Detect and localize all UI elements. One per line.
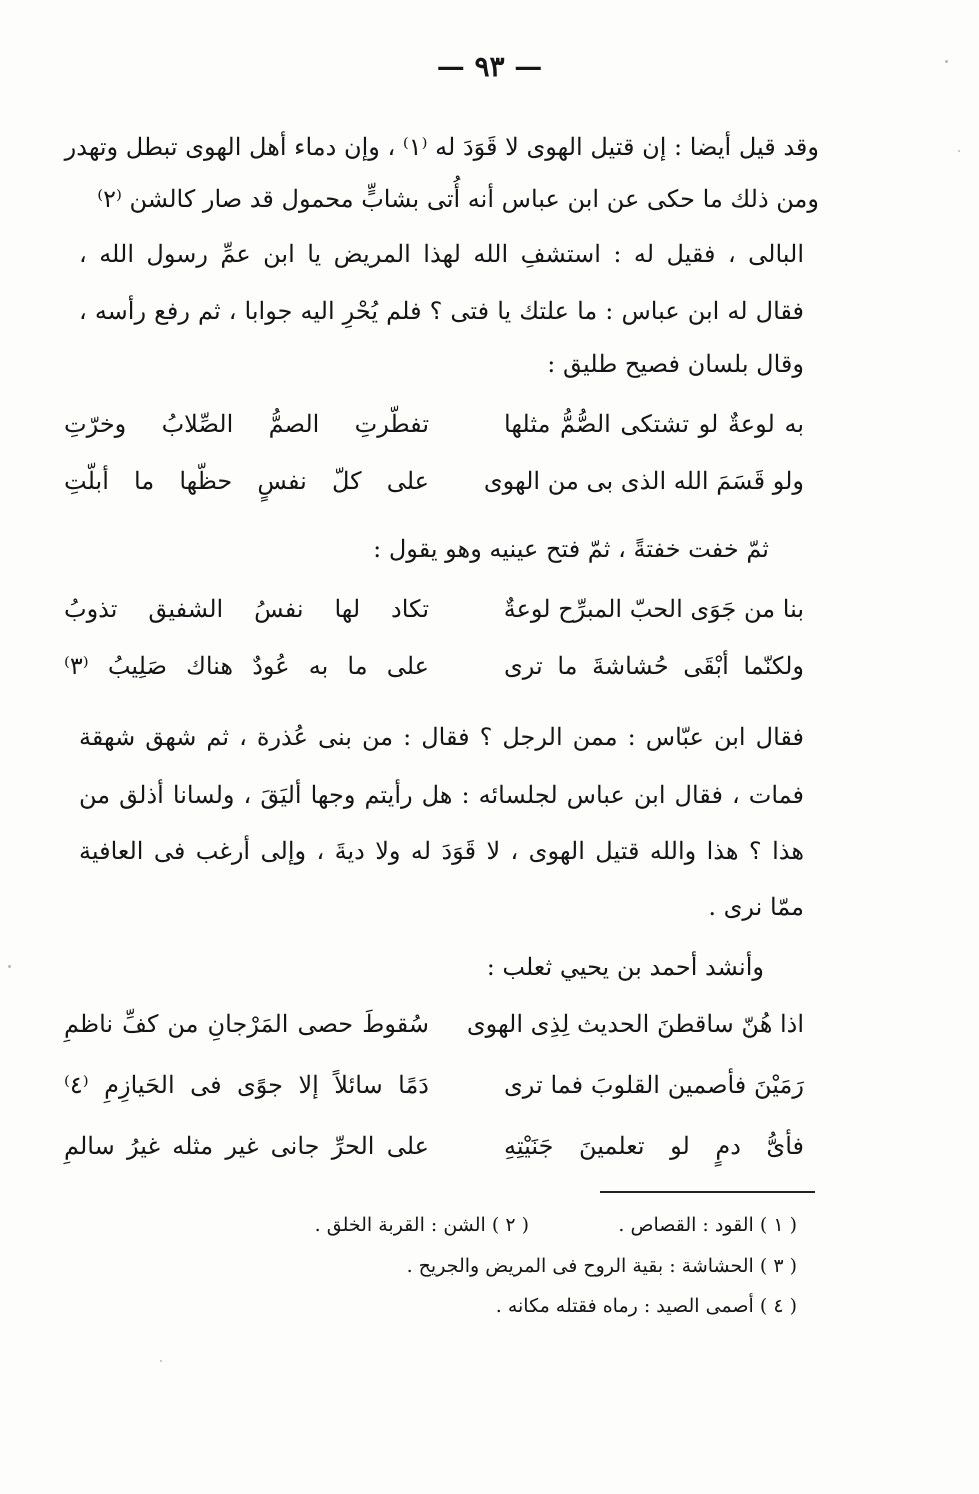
verse-hemistich-right: فأىُّ دمٍ لو تعلمينَ جَنَيْتِهِ	[504, 1132, 804, 1160]
paragraph-line: فقال ابن عبّاس : ممن الرجل ؟ فقال : من بنى عُذرة ، ثم شهق شهقة	[79, 723, 804, 751]
scan-speck	[8, 965, 11, 968]
scan-speck	[945, 60, 948, 63]
scan-speck	[958, 150, 960, 152]
verse-hemistich-right: رَمَيْنَ فأصمين القلوبَ فما ترى	[504, 1071, 804, 1099]
verse-hemistich-left: دَمًا سائلاً إلا جوًى فى الحَيازِمِ ⁽٤⁾	[64, 1071, 429, 1099]
interlude-line: ثمّ خفت خفتةً ، ثمّ فتح عينيه وهو يقول :	[373, 535, 769, 563]
paragraph-line: وقد قيل أيضا : إن قتيل الهوى لا قَوَدَ له ⁽١⁾ ، وإن دماء أهل الهوى تبطل وتهدر	[64, 133, 819, 161]
footnote-4: ( ٤ ) أصمى الصيد : رماه فقتله مكانه .	[495, 1295, 797, 1317]
verse-hemistich-left: على ما به عُودٌ هناك صَلِيبُ ⁽٣⁾	[64, 652, 429, 680]
paragraph-line: ومن ذلك ما حكى عن ابن عباس أنه أُتى بشابٍّ محمول قد صار كالشن ⁽٢⁾	[97, 185, 819, 213]
footnote-3: ( ٣ ) الحشاشة : بقية الروح فى المريض والجريح .	[406, 1255, 797, 1277]
footnote-separator	[600, 1191, 815, 1193]
verse-hemistich-right: بنا من جَوَى الحبّ المبرِّح لوعةٌ	[503, 595, 804, 623]
paragraph-line: فمات ، فقال ابن عباس لجلسائه : هل رأيتم وجها أليَقَ ، ولسانا أذلق من	[79, 781, 804, 809]
poem-intro-line: وأنشد أحمد بن يحيي ثعلب :	[486, 953, 764, 981]
footnote-2: ( ٢ ) الشن : القربة الخلق .	[314, 1214, 529, 1236]
paragraph-line: البالى ، فقيل له : استشفِ الله لهذا المريض يا ابن عمِّ رسول الله ،	[79, 240, 804, 268]
paragraph-line: ممّا نرى .	[708, 893, 804, 921]
paragraph-line: هذا ؟ هذا والله قتيل الهوى ، لا قَوَدَ له ولا ديةَ ، وإلى أرغب فى العافية	[79, 837, 804, 865]
page-number: — ٩٣ —	[436, 50, 543, 83]
verse-hemistich-left: تكاد لها نفسُ الشفيق تذوبُ	[64, 595, 429, 623]
paragraph-line: وقال بلسان فصيح طليق :	[547, 350, 804, 378]
verse-hemistich-right: ولو قَسَمَ الله الذى بى من الهوى	[483, 467, 804, 495]
verse-hemistich-left: سُقوطَ حصى المَرْجانِ من كفِّ ناظمِ	[64, 1010, 429, 1038]
verse-hemistich-right: ولكنّما أبْقَى حُشاشةَ ما ترى	[504, 652, 804, 680]
scan-speck	[160, 1360, 162, 1362]
verse-hemistich-left: على الحرِّ جانى غير مثله غيرُ سالمِ	[64, 1132, 429, 1160]
footnote-1: ( ١ ) القود : القصاص .	[618, 1214, 797, 1236]
verse-hemistich-right: به لوعةٌ لو تشتكى الصُّمُّ مثلها	[504, 410, 804, 438]
verse-hemistich-left: على كلّ نفسٍ حظّها ما أبلّتِ	[64, 467, 429, 495]
verse-hemistich-right: اذا هُنّ ساقطنَ الحديث لِذِى الهوى	[466, 1010, 804, 1038]
paragraph-line: فقال له ابن عباس : ما علتك يا فتى ؟ فلم يُحْرِ اليه جوابا ، ثم رفع رأسه ،	[79, 297, 804, 325]
verse-hemistich-left: تفطّرتِ الصمُّ الصِّلابُ وخرّتِ	[64, 410, 429, 438]
